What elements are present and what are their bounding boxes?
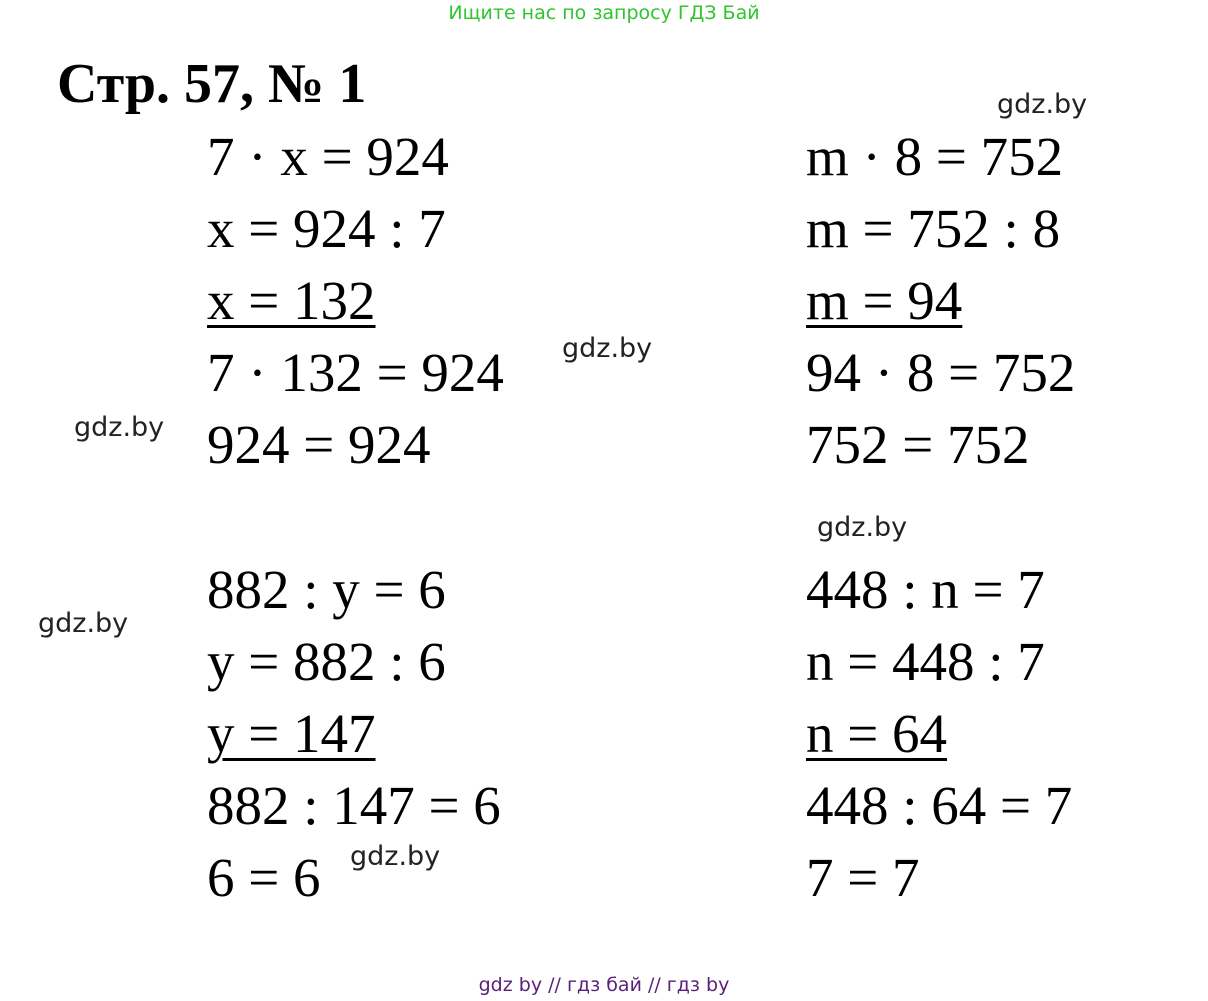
answer-line: y = 147 xyxy=(207,703,376,764)
check-line: 7 · 132 = 924 xyxy=(207,342,504,403)
answer-line: n = 64 xyxy=(806,703,948,764)
watermark: gdz.by xyxy=(350,841,441,872)
equation-line: y = 882 : 6 xyxy=(207,631,446,692)
equation-line: n = 448 : 7 xyxy=(806,631,1045,692)
watermark: gdz.by xyxy=(817,512,908,543)
equation-line: m · 8 = 752 xyxy=(806,126,1064,187)
check-line: 94 · 8 = 752 xyxy=(806,342,1076,403)
equation-line: 448 : n = 7 xyxy=(806,559,1045,620)
header-banner[interactable]: Ищите нас по запросу ГДЗ Бай xyxy=(448,2,760,24)
watermark: gdz.by xyxy=(38,608,129,639)
watermark: gdz.by xyxy=(74,412,165,443)
check-line: 882 : 147 = 6 xyxy=(207,775,501,836)
equation-line: m = 752 : 8 xyxy=(806,198,1061,259)
watermark: gdz.by xyxy=(997,89,1088,120)
page-title: Стр. 57, № 1 xyxy=(57,53,367,115)
check-line: 448 : 64 = 7 xyxy=(806,775,1073,836)
check-result-line: 7 = 7 xyxy=(806,847,920,908)
answer-line: x = 132 xyxy=(207,270,376,331)
equation-line: 7 · x = 924 xyxy=(207,126,449,187)
check-result-line: 924 = 924 xyxy=(207,414,431,475)
footer-links[interactable]: gdz by // гдз бай // гдз by xyxy=(478,974,730,996)
equation-line: x = 924 : 7 xyxy=(207,198,446,259)
equation-line: 882 : y = 6 xyxy=(207,559,446,620)
check-result-line: 6 = 6 xyxy=(207,847,321,908)
watermark: gdz.by xyxy=(562,333,653,364)
check-result-line: 752 = 752 xyxy=(806,414,1030,475)
answer-line: m = 94 xyxy=(806,270,963,331)
